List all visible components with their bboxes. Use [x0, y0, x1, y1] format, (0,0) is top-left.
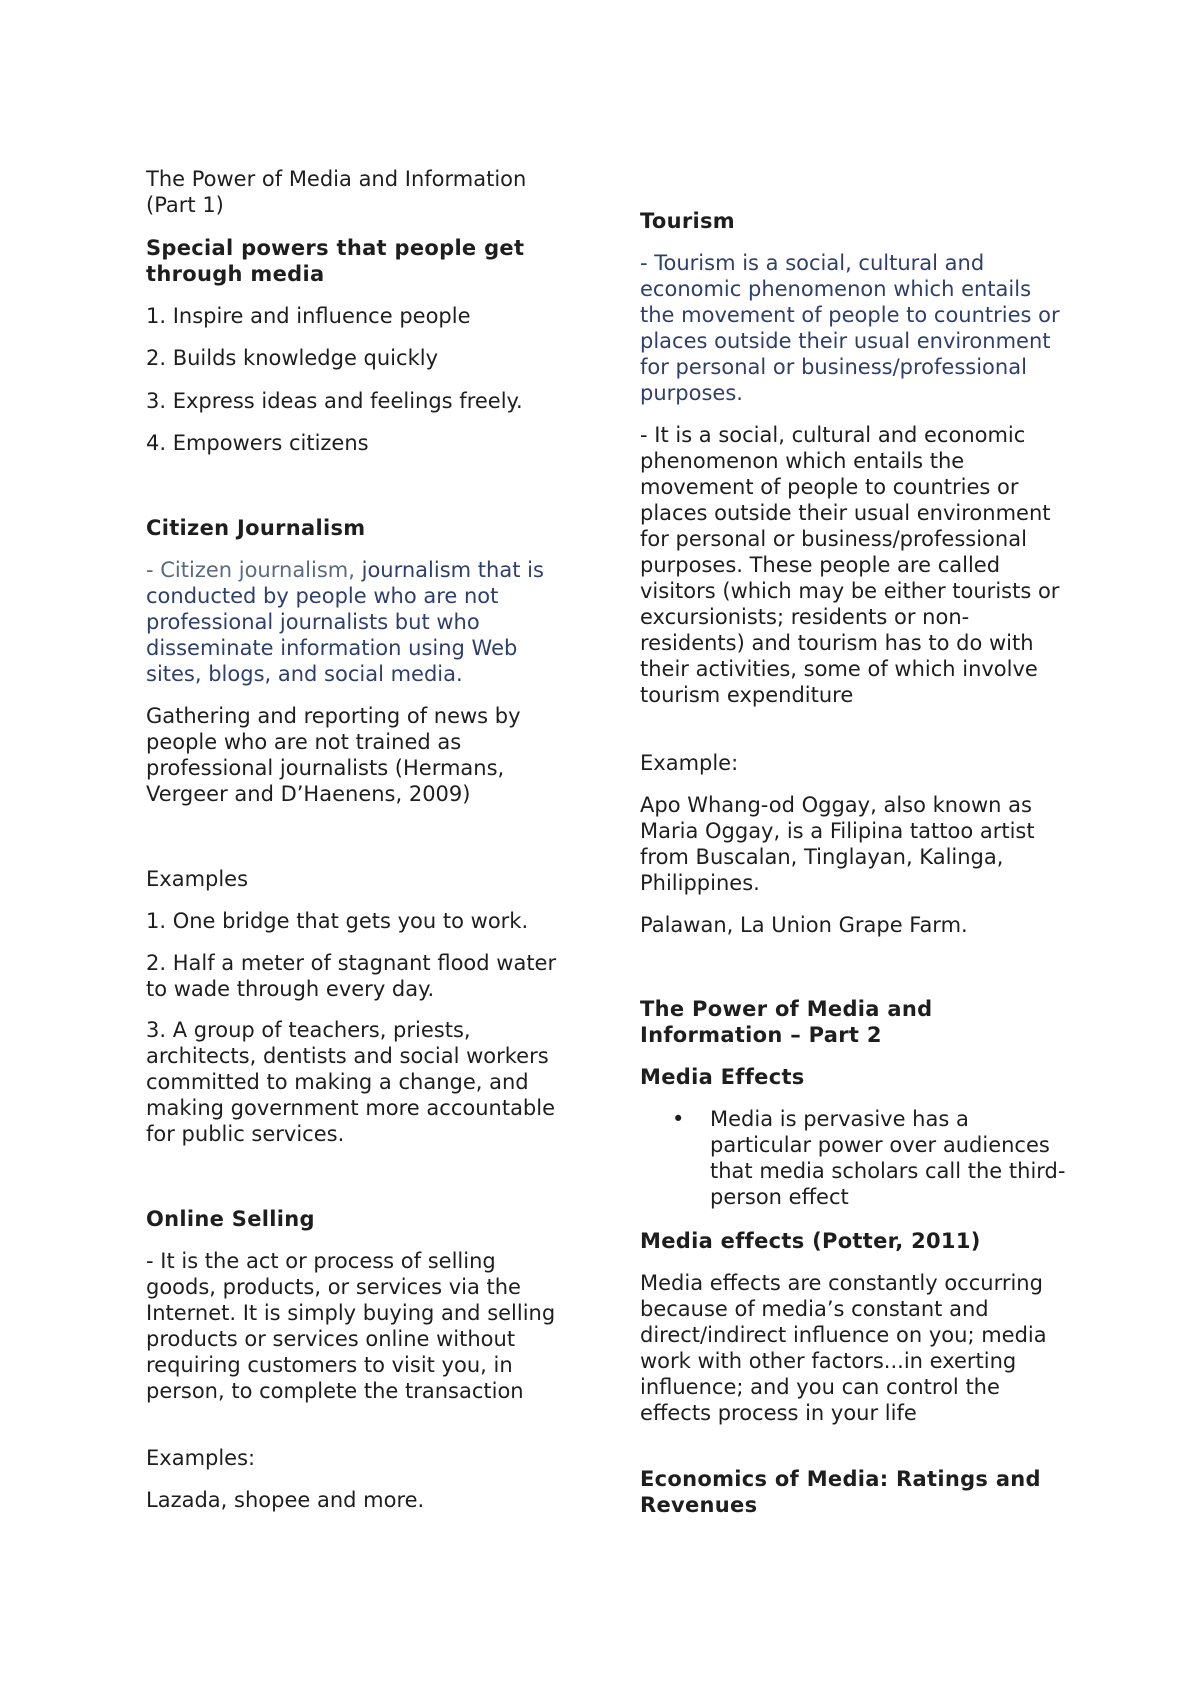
tourism-example-2: Palawan, La Union Grape Farm. — [640, 913, 968, 937]
online-selling-heading: Online Selling — [146, 1207, 315, 1231]
tourism-definition-2: - It is a social, cultural and economic phenomenon which entails the movement of people to countries or places outside their usual environment for personal or business/professional purposes. These people are called visitors (which may be either tourists or excursionists; residents or non-residents) and tourism has to do with their activities, some of which involve tourism expenditure — [640, 423, 1060, 707]
economics-heading: Economics of Media: Ratings and Revenues — [640, 1467, 1041, 1517]
power-item-1: 1. Inspire and influence people — [146, 304, 471, 328]
tourism-example-label: Example: — [640, 751, 739, 775]
special-powers-heading: Special powers that people get through media — [146, 236, 525, 286]
citizen-definition-prefix: - Citizen journalism, — [146, 558, 355, 582]
citizen-journalism-definition-2: Gathering and reporting of news by people who are not trained as professional journalists (Hermans, Vergeer and D’Haenens, 2009) — [146, 704, 521, 806]
media-effects-bullet-item — [640, 1106, 1070, 1210]
potter-body: Media effects are constantly occurring because of media’s constant and direct/indirect influence on you; media work with other factors...in exerting influence; and you can control the effects process in your life — [640, 1271, 1047, 1425]
tourism-example-1: Apo Whang-od Oggay, also known as Maria Oggay, is a Filipina tattoo artist from Buscalan, Tinglayan, Kalinga, Philippines. — [640, 793, 1035, 895]
citizen-definition-body: journalism that is conducted by people who are not professional journalists but who disseminate information using Web sites, blogs, and social media. — [146, 558, 544, 686]
tourism-definition-1: - Tourism is a social, cultural and economic phenomenon which entails the movement of people to countries or places outside their usual environment for personal or business/professional purposes. — [640, 251, 1060, 405]
example-item-1: 1. One bridge that gets you to work. — [146, 909, 529, 933]
document-title: The Power of Media and Information (Part 1) — [146, 167, 527, 217]
example-item-2: 2. Half a meter of stagnant flood water to wade through every day. — [146, 951, 557, 1001]
online-examples-label: Examples: — [146, 1446, 256, 1470]
part-2-heading: The Power of Media and Information – Part 2 — [640, 997, 933, 1047]
examples-label: Examples — [146, 867, 249, 891]
example-item-3: 3. A group of teachers, priests, architects, dentists and social workers committed to making a change, and making government more accountable for public services. — [146, 1018, 556, 1146]
citizen-journalism-heading: Citizen Journalism — [146, 516, 366, 540]
media-effects-heading: Media Effects — [640, 1065, 805, 1089]
citizen-journalism-definition — [146, 557, 566, 687]
online-selling-definition: - It is the act or process of selling goods, products, or services via the Internet. It is simply buying and selling products or services online without requiring customers to visit you, in person, to complete the transaction — [146, 1249, 556, 1403]
power-item-2: 2. Builds knowledge quickly — [146, 346, 438, 370]
power-item-4: 4. Empowers citizens — [146, 431, 369, 455]
media-effects-bullet-text: Media is pervasive has a particular power over audiences that media scholars call the third-person effect — [710, 1107, 1066, 1209]
potter-heading: Media effects (Potter, 2011) — [640, 1229, 981, 1253]
bullet-icon: • — [672, 1107, 685, 1131]
online-examples-text: Lazada, shopee and more. — [146, 1488, 425, 1512]
power-item-3: 3. Express ideas and feelings freely. — [146, 389, 523, 413]
tourism-heading: Tourism — [640, 209, 735, 233]
